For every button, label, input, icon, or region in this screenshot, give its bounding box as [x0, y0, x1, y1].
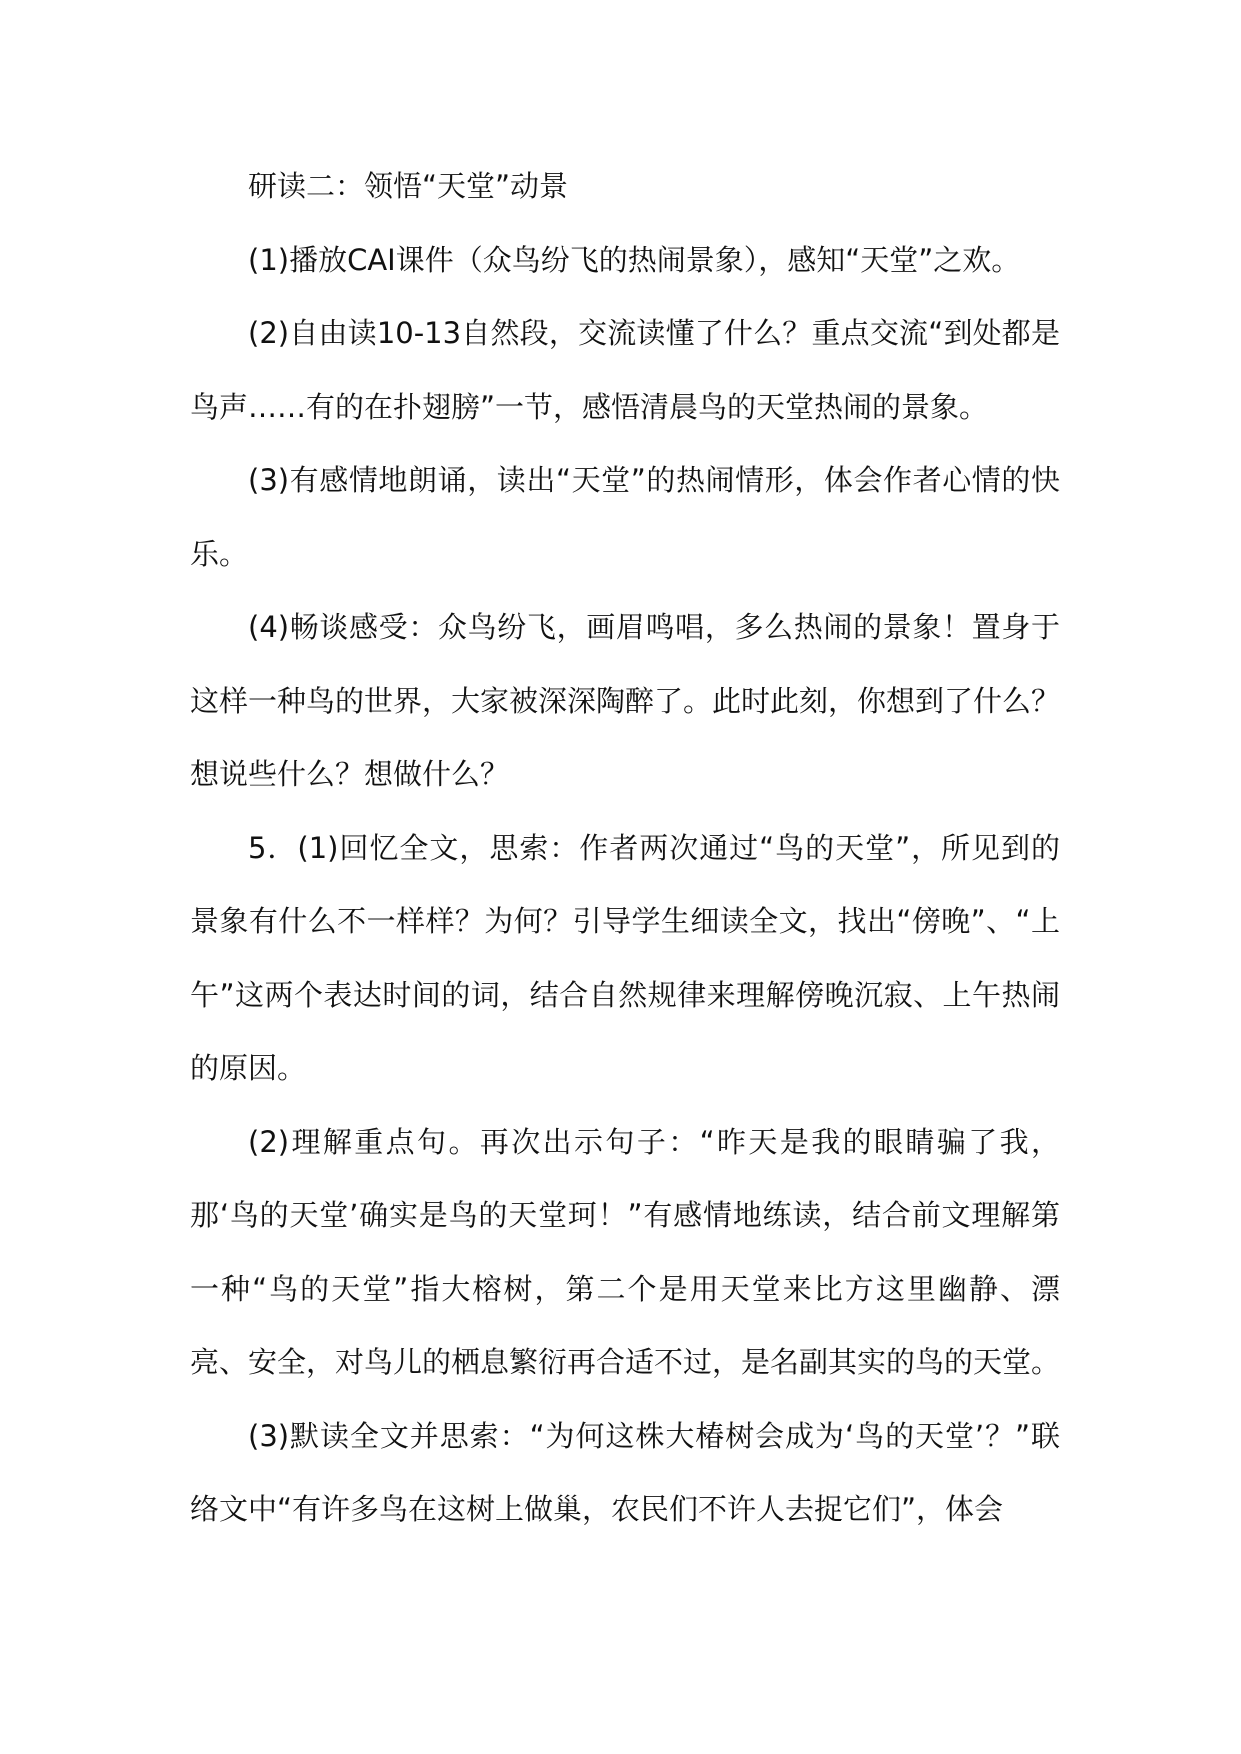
- paragraph: (4)畅谈感受：众鸟纷飞，画眉鸣唱，多么热闹的景象！置身于这样一种鸟的世界，大家被深深陶醉了。此时此刻，你想到了什么？想说些什么？想做什么？: [190, 610, 1061, 791]
- document-page: [190, 150, 1060, 1547]
- paragraph: (1)播放CAI课件（众鸟纷飞的热闹景象），感知“天堂”之欢。: [248, 242, 1021, 277]
- paragraph: (3)有感情地朗诵，读出“天堂”的热闹情形，体会作者心情的快乐。: [190, 463, 1060, 571]
- paragraph: 5．(1)回忆全文，思索：作者两次通过“鸟的天堂”，所见到的景象有什么不一样样？为何？引导学生细读全文，找出“傍晚”、“上午”这两个表达时间的词，结合自然规律来理解傍晚沉寂、上午热闹的原因。: [190, 830, 1060, 1085]
- paragraph: (2)理解重点句。再次出示句子：“昨天是我的眼睛骗了我，那‘鸟的天堂’确实是鸟的天堂珂！”有感情地练读，结合前文理解第一种“鸟的天堂”指大榕树，第二个是用天堂来比方这里幽静、漂亮、安全，对鸟儿的栖息繁衍再合适不过，是名副其实的鸟的天堂。: [190, 1124, 1061, 1379]
- paragraph: (2)自由读10-13自然段，交流读懂了什么？重点交流“到处都是鸟声……有的在扑翅膀”一节，感悟清晨鸟的天堂热闹的景象。: [190, 316, 1060, 424]
- paragraph: (3)默读全文并思索：“为何这株大椿树会成为‘鸟的天堂’？”联络文中“有许多鸟在这树上做巢，农民们不许人去捉它们”，体会: [190, 1418, 1060, 1526]
- heading-paragraph: 研读二：领悟“天堂”动景: [248, 169, 569, 203]
